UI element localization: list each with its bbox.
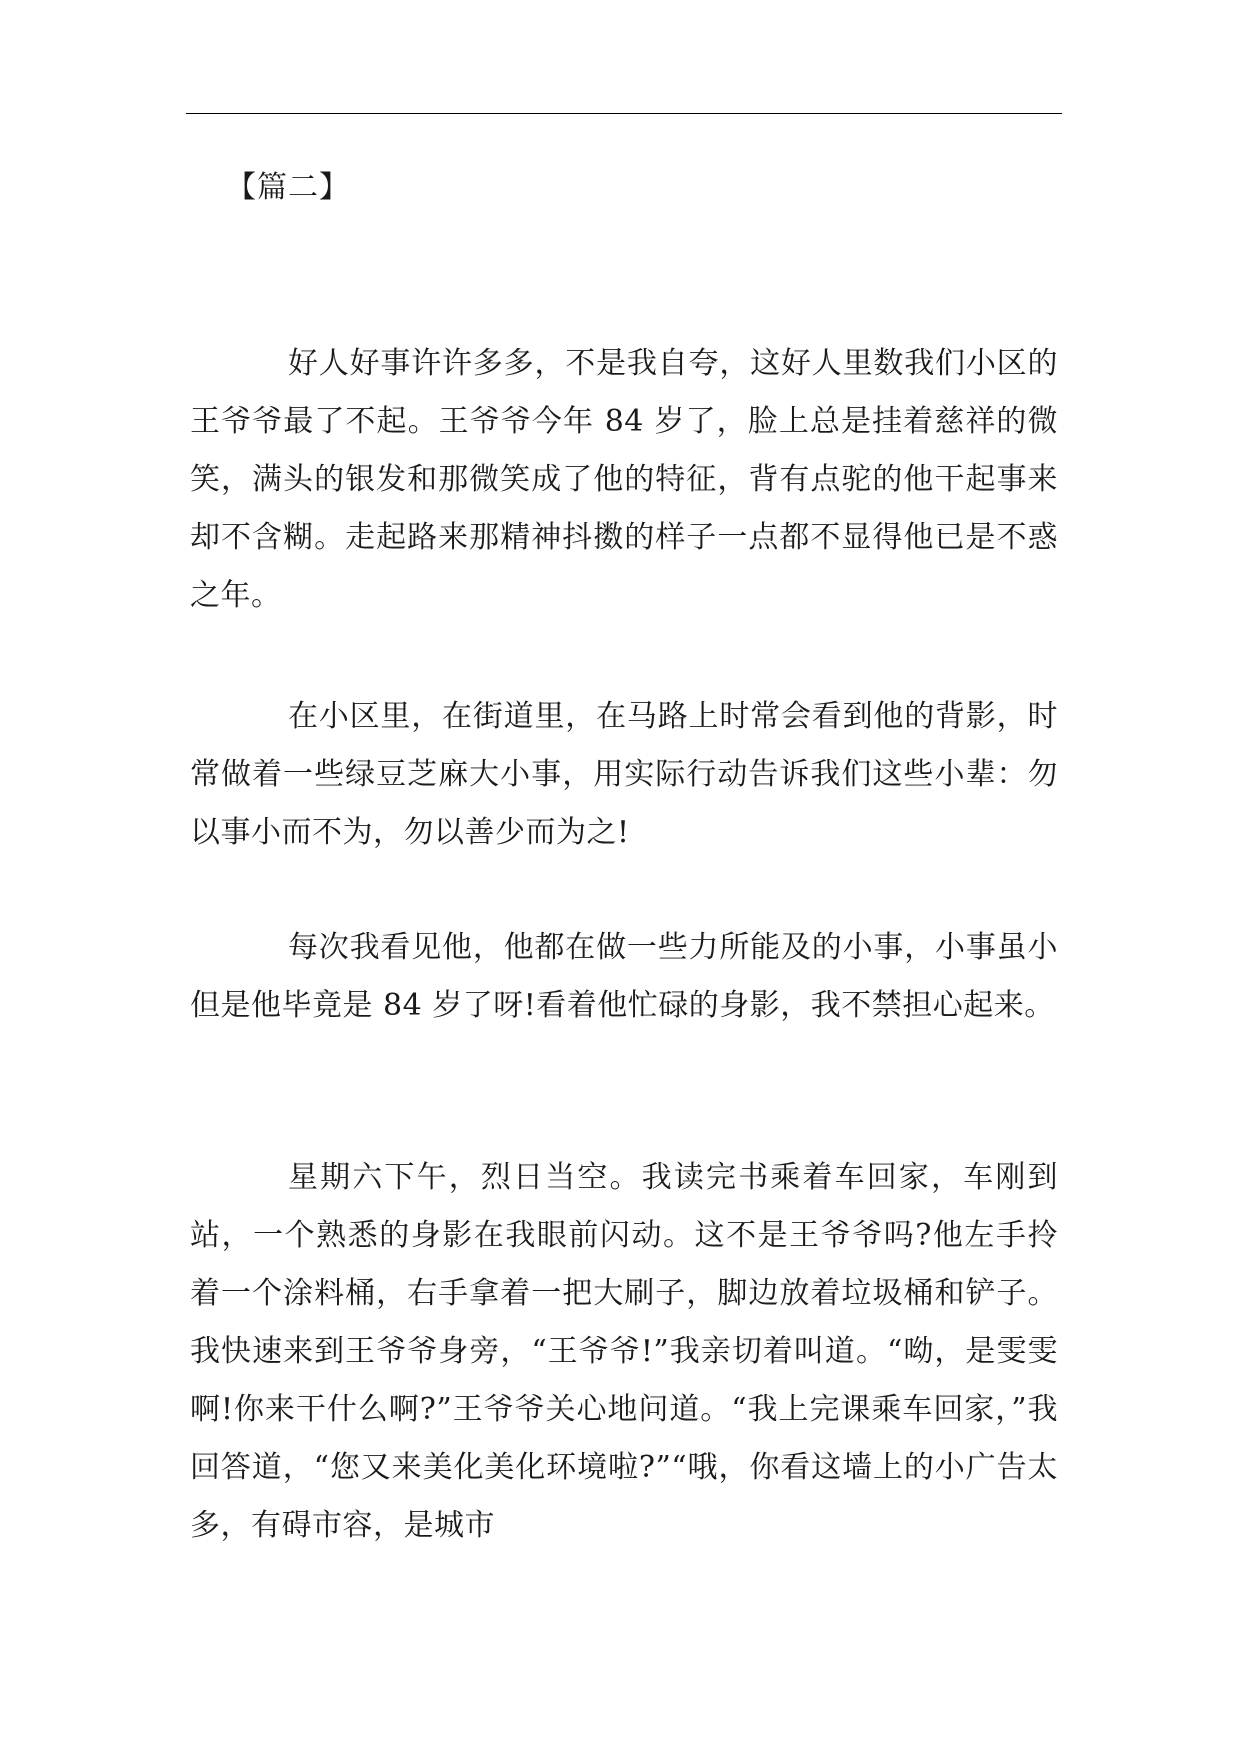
- paragraph: 星期六下午，烈日当空。我读完书乘着车回家，车刚到站，一个熟悉的身影在我眼前闪动。这不是王爷爷吗?他左手拎着一个涂料桶，右手拿着一把大刷子，脚边放着垃圾桶和铲子。我快速来到王爷爷身旁，“王爷爷!”我亲切着叫道。“呦，是雯雯啊!你来干什么啊?”王爷爷关心地问道。“我上完课乘车回家，”我回答道，“您又来美化美化环境啦?”“哦，你看这墙上的小广告太多，有碍市容，是城市: [190, 1160, 1058, 1543]
- paragraph: 好人好事许许多多，不是我自夸，这好人里数我们小区的王爷爷最了不起。王爷爷今年 84 岁了，脸上总是挂着慈祥的微笑，满头的银发和那微笑成了他的特征，背有点驼的他干起事来却不含糊。走起路来那精神抖擞的样子一点都不显得他已是不惑之年。: [190, 346, 1058, 613]
- paragraph: 每次我看见他，他都在做一些力所能及的小事，小事虽小但是他毕竟是 84 岁了呀!看着他忙碌的身影，我不禁担心起来。: [190, 930, 1058, 1023]
- paragraph: 在小区里，在街道里，在马路上时常会看到他的背影，时常做着一些绿豆芝麻大小事，用实际行动告诉我们这些小辈：勿以事小而不为，勿以善少而为之!: [190, 699, 1058, 850]
- header-divider: [186, 113, 1062, 114]
- section-heading: 【篇二】: [226, 170, 350, 205]
